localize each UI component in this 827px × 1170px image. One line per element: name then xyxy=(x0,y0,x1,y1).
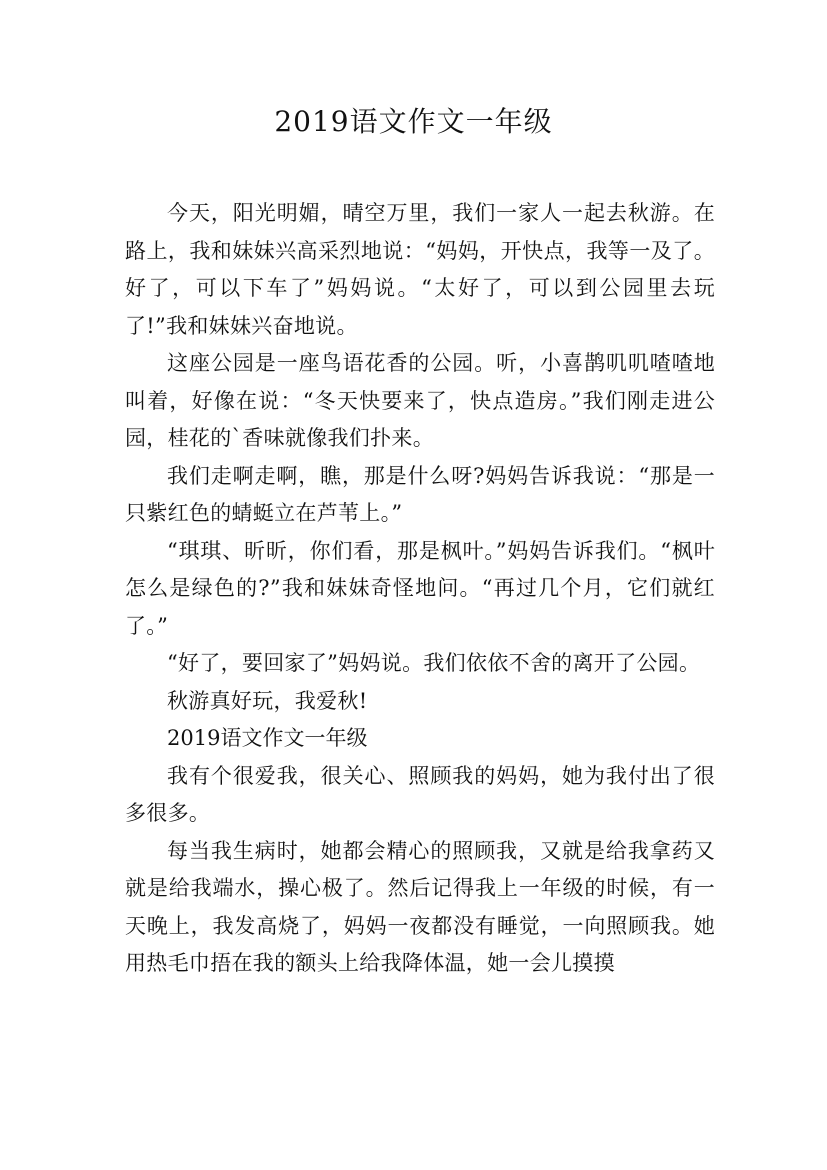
document-title: 2019语文作文一年级 xyxy=(274,105,553,138)
document-body xyxy=(125,195,715,983)
paragraph-9: 每当我生病时，她都会精心的照顾我，又就是给我拿药又就是给我端水，操心极了。然后记得我上一年级的时候，有一天晚上，我发高烧了，妈妈一夜都没有睡觉，一向照顾我。她用热毛巾捂在我的额头上给我降体温，她一会儿摸摸 xyxy=(125,838,715,975)
paragraph-3: 我们走啊走啊，瞧，那是什么呀?妈妈告诉我说：“那是一只紫红色的蜻蜓立在芦苇上。” xyxy=(125,463,715,525)
paragraph-4: “琪琪、昕昕，你们看，那是枫叶。”妈妈告诉我们。“枫叶怎么是绿色的?”我和妹妹奇怪地问。“再过几个月，它们就红了。” xyxy=(125,538,715,638)
paragraph-6: 秋游真好玩，我爱秋! xyxy=(167,688,368,713)
paragraph-8: 我有个很爱我，很关心、照顾我的妈妈，她为我付出了很多很多。 xyxy=(125,763,715,825)
second-essay-heading: 2019语文作文一年级 xyxy=(167,726,368,750)
paragraph-5: “好了，要回家了”妈妈说。我们依依不舍的离开了公园。 xyxy=(167,651,701,675)
paragraph-2: 这座公园是一座鸟语花香的公园。听，小喜鹊叽叽喳喳地叫着，好像在说：“冬天快要来了，快点造房。”我们刚走进公园，桂花的`香味就像我们扑来。 xyxy=(125,351,715,450)
paragraph-1: 今天，阳光明媚，晴空万里，我们一家人一起去秋游。在路上，我和妹妹兴高采烈地说：“妈妈，开快点，我等一及了。好了，可以下车了”妈妈说。“太好了，可以到公园里去玩了!”我和妹妹兴奋地说。 xyxy=(125,201,715,338)
